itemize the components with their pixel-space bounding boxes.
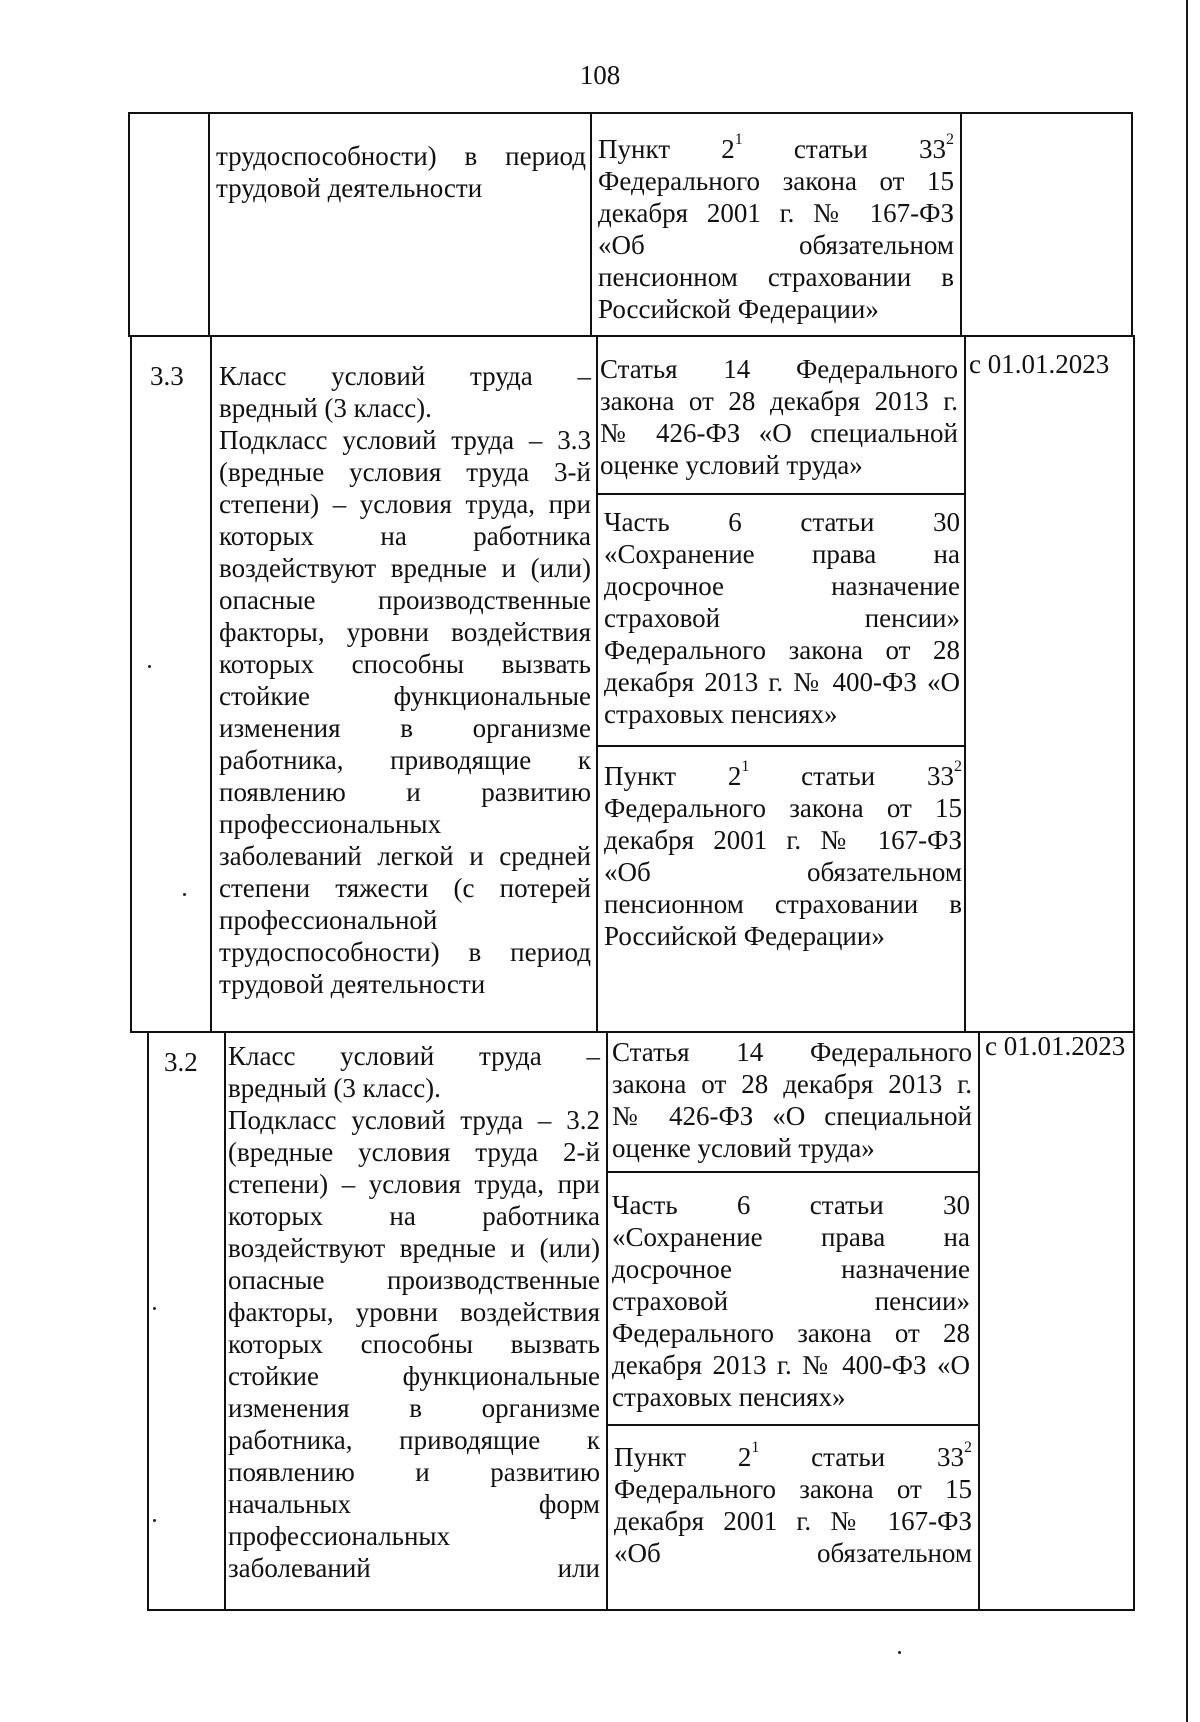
law-first-line [604, 760, 962, 792]
row-number: 3.2 [164, 1047, 198, 1077]
text-line: Класс условий труда – [219, 361, 591, 391]
scan-edge [1186, 0, 1188, 1722]
law-divider-33-a [596, 493, 966, 495]
top-row-law [598, 133, 954, 325]
col-border-4 [960, 112, 962, 336]
text-line: Российской Федерации» [598, 294, 879, 324]
text-line: Статья 14 Федерального [600, 354, 958, 384]
scan-speck [153, 1519, 156, 1522]
text-line: страховых пенсиях» [612, 1382, 846, 1412]
text-line: заболеваний легкой и средней [219, 841, 591, 871]
text-line: декабря 2001 г. № 167-ФЗ [598, 198, 954, 228]
text-line: Класс условий труда – [228, 1041, 600, 1071]
scan-speck [153, 1307, 156, 1310]
text-line: Российской Федерации» [604, 921, 885, 951]
law-number-value: 33 [926, 761, 954, 791]
law-number [738, 1441, 760, 1473]
text-line: опасные производственные [219, 585, 591, 615]
text-line: которых способны вызвать [219, 649, 591, 679]
text-line: опасные производственные [228, 1265, 600, 1295]
text-line: вредный (3 класс). [228, 1073, 441, 1103]
law-word: статьи [793, 134, 868, 164]
row-number: 3.3 [150, 361, 184, 391]
text-line: Федерального закона от 15 [614, 1474, 972, 1504]
col-border-3 [590, 112, 592, 336]
text-line: Федерального закона от 15 [604, 793, 962, 823]
text-line: трудовой деятельности [219, 969, 486, 999]
col-border-3c [606, 1031, 608, 1611]
text-line: «Об обязательном [614, 1538, 972, 1568]
text-line: работника, приводящие к [219, 745, 591, 775]
text-line: профессиональных [228, 1521, 451, 1551]
text-line: Часть 6 статьи 30 [612, 1190, 970, 1220]
text-line: декабря 2001 г. № 167-ФЗ [614, 1506, 972, 1536]
law-word: Пункт [604, 761, 677, 791]
text-line: «Сохранение права на [612, 1222, 970, 1252]
col-border-1 [128, 112, 130, 336]
text-line: страховой пенсии» [604, 603, 960, 633]
law-divider-33-b [598, 745, 966, 747]
superscript: 1 [741, 758, 750, 775]
law-number-value: 2 [727, 761, 742, 791]
law-divider-32-a [606, 1171, 980, 1173]
text-line: досрочное назначение [604, 571, 960, 601]
law-number-value: 2 [721, 134, 735, 164]
text-line: декабря 2013 г. № 400-ФЗ «О [612, 1350, 970, 1380]
col-border-5 [1131, 112, 1133, 336]
text-line: воздействуют вредные и (или) [219, 553, 591, 583]
text-line: степени тяжести (с потерей [219, 873, 591, 903]
text-line: появлению и развитию [228, 1457, 600, 1487]
col-border-2b [210, 335, 212, 1033]
text-line: которых на работника [228, 1201, 600, 1231]
col-border-5b [1133, 335, 1135, 1033]
row-33-law-1 [600, 353, 958, 481]
col-border-1c [147, 1031, 149, 1611]
text-line: № 426-ФЗ «О специальной [612, 1101, 972, 1131]
text-line: начальных форм [228, 1489, 600, 1519]
scan-speck [183, 893, 186, 896]
law-word: статьи [811, 1442, 886, 1472]
text-line: (вредные условия труда 3-й [219, 457, 591, 487]
law-number [937, 1441, 972, 1473]
text-line: появлению и развитию [219, 777, 591, 807]
row-32-date: с 01.01.2023 [985, 1031, 1126, 1061]
text-line: факторы, уровни воздействия [219, 617, 591, 647]
text-line: профессиональных [219, 809, 442, 839]
table-bottom-border [147, 1609, 1135, 1611]
scan-speck [898, 1651, 901, 1654]
text-line: пенсионном страховании в [598, 262, 954, 292]
law-word: статьи [801, 761, 876, 791]
law-number [721, 133, 743, 165]
law-number [728, 760, 750, 792]
row-33-law-3 [604, 760, 962, 952]
text-line: пенсионном страховании в [604, 889, 962, 919]
text-line: изменения в организме [228, 1393, 600, 1423]
text-line: декабря 2013 г. № 400-ФЗ «О [604, 667, 960, 697]
row-32-law-3 [614, 1441, 972, 1569]
text-line: работника, приводящие к [228, 1425, 600, 1455]
law-number-value: 33 [919, 134, 946, 164]
col-border-1b [130, 335, 132, 1033]
col-border-5c [1133, 1031, 1135, 1611]
row-33-date: с 01.01.2023 [969, 349, 1110, 379]
superscript: 1 [734, 131, 743, 148]
law-number-value: 2 [737, 1442, 752, 1472]
text-line: степени) – условия труда, при [228, 1169, 600, 1199]
superscript: 1 [751, 1439, 760, 1456]
text-line: вредный (3 класс). [219, 393, 432, 423]
text-line: трудоспособности) в период [219, 937, 591, 967]
law-divider-32-b [606, 1424, 980, 1426]
law-number [927, 760, 962, 792]
text-line: факторы, уровни воздействия [228, 1297, 600, 1327]
text-line: декабря 2001 г. № 167-ФЗ [604, 825, 962, 855]
row-divider-1 [128, 335, 1133, 337]
scan-speck [148, 665, 151, 668]
col-border-3b [596, 335, 598, 1033]
col-border-2c [224, 1031, 226, 1611]
text-line: страховой пенсии» [612, 1286, 970, 1316]
text-line: стойкие функциональные [219, 681, 591, 711]
row-32-law-2 [612, 1189, 970, 1413]
text-line: Федерального закона от 28 [612, 1318, 970, 1348]
law-number-value: 33 [936, 1442, 964, 1472]
text-line: Подкласс условий труда – 3.2 [228, 1105, 600, 1135]
law-first-line [614, 1441, 972, 1473]
text-line: оценке условий труда» [612, 1133, 875, 1163]
row-33-law-2 [604, 506, 960, 730]
row-33-description [219, 360, 591, 1000]
col-border-2 [208, 112, 210, 336]
text-line: которых способны вызвать [228, 1329, 600, 1359]
text-line: страховых пенсиях» [604, 699, 838, 729]
superscript: 2 [963, 1439, 972, 1456]
text-line: закона от 28 декабря 2013 г. [600, 386, 958, 416]
col-border-4b [964, 335, 966, 1033]
text-line: (вредные условия труда 2-й [228, 1137, 600, 1167]
text-line: закона от 28 декабря 2013 г. [612, 1069, 972, 1099]
row-32-law-1 [612, 1036, 972, 1164]
text-line: Статья 14 Федерального [612, 1037, 972, 1067]
text-line: заболеваний или [228, 1553, 600, 1583]
text-line: воздействуют вредные и (или) [228, 1233, 600, 1263]
text-line: изменения в организме [219, 713, 591, 743]
text-line: трудовой деятельности [216, 173, 483, 203]
law-word: Пункт [614, 1442, 687, 1472]
text-line: Федерального закона от 15 [598, 166, 954, 196]
text-line: «Об обязательном [598, 230, 954, 260]
table-top-border [128, 112, 1133, 114]
superscript: 2 [946, 131, 954, 148]
law-number [919, 133, 954, 165]
text-line: степени) – условия труда, при [219, 489, 591, 519]
text-line: профессиональной [219, 905, 438, 935]
top-row-description [216, 140, 586, 204]
text-line: оценке условий труда» [600, 450, 863, 480]
text-line: Подкласс условий труда – 3.3 [219, 425, 591, 455]
text-line: № 426-ФЗ «О специальной [600, 418, 958, 448]
text-line: досрочное назначение [612, 1254, 970, 1284]
superscript: 2 [953, 758, 962, 775]
text-line: Часть 6 статьи 30 [604, 507, 960, 537]
law-first-line [598, 133, 954, 165]
row-32-description [228, 1040, 600, 1584]
text-line: трудоспособности) в период [216, 141, 586, 171]
law-word: Пункт [598, 134, 671, 164]
col-border-4c [978, 1031, 980, 1611]
text-line: «Сохранение права на [604, 539, 960, 569]
text-line: Федерального закона от 28 [604, 635, 960, 665]
text-line: «Об обязательном [604, 857, 962, 887]
text-line: стойкие функциональные [228, 1361, 600, 1391]
text-line: которых на работника [219, 521, 591, 551]
page-number: 108 [579, 60, 621, 90]
